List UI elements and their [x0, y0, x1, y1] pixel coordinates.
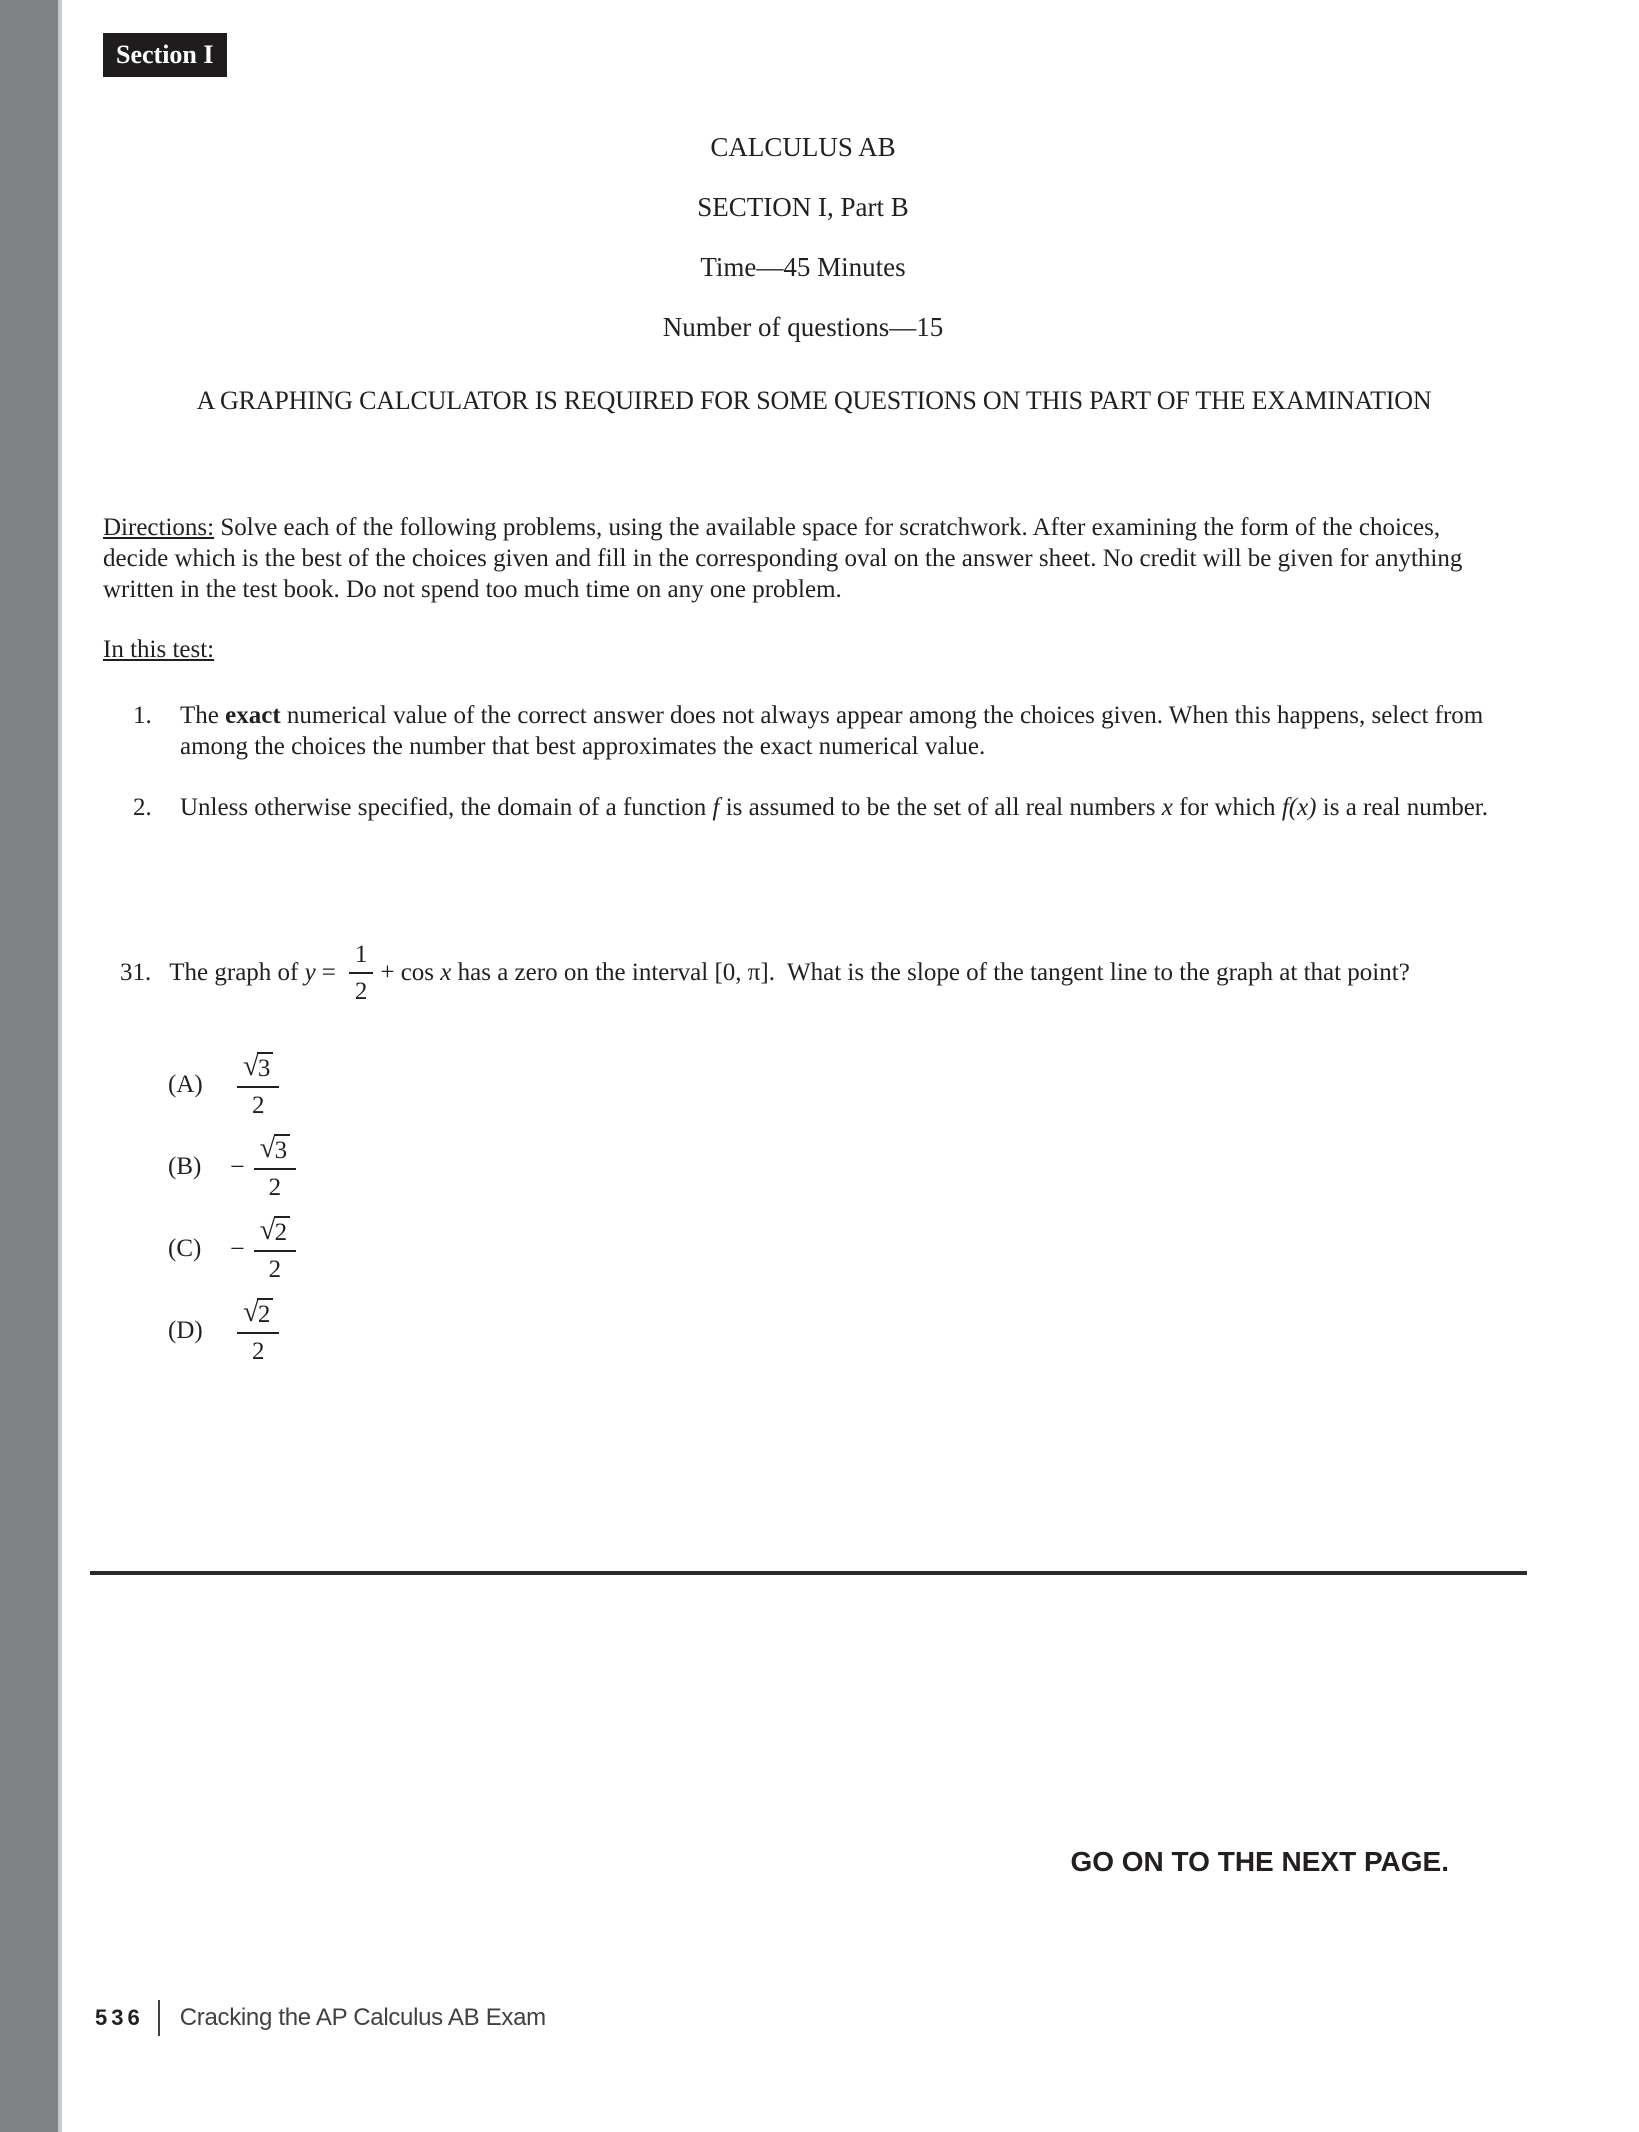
section-tab — [103, 33, 227, 77]
calculator-notice: A GRAPHING CALCULATOR IS REQUIRED FOR SOME QUESTIONS ON THIS PART OF THE EXAMINATION — [196, 386, 1432, 415]
note1-seg3: numerical value of the correct answer does not always appear among the choices given. When this happens, select from among the choices the number that best approximates the exact numerical value. — [180, 702, 1484, 760]
question-31-var-y: y — [304, 959, 316, 986]
choice-D-fraction — [237, 1296, 279, 1366]
exam-time-line: Time—45 Minutes — [700, 252, 906, 282]
choice-C-sign: − — [230, 1234, 245, 1263]
choice-A-fraction — [237, 1050, 279, 1120]
note2-seg7: is a real number. — [1316, 794, 1488, 821]
choice-C-fraction — [254, 1214, 296, 1284]
choice-C-label: (C) — [168, 1235, 202, 1262]
note2-seg1: Unless otherwise specified, the domain of a function — [180, 794, 713, 821]
choice-A-label: (A) — [168, 1071, 203, 1098]
square-root — [260, 1216, 290, 1245]
choice-C — [168, 1208, 303, 1290]
choice-A-radicand: 3 — [257, 1052, 274, 1081]
page-number: 536 — [95, 2005, 144, 2030]
exam-headers — [103, 134, 1503, 374]
radical-icon: √ — [259, 1132, 276, 1164]
note1-seg1: The — [180, 702, 226, 729]
directions-body: Solve each of the following problems, using the available space for scratchwork. After examining the form of the choices, decide which is the best of the choices given and fill in the corresponding oval on the answer sheet. No credit will be given for anything written in the test book. Do not spend too much time on any one problem. — [103, 514, 1463, 603]
choice-A-denominator: 2 — [251, 1092, 265, 1119]
page-footer — [95, 2000, 546, 2036]
question-31-fraction — [349, 940, 374, 1006]
footer-divider — [158, 2000, 160, 2036]
test-note-2-text — [180, 792, 1507, 823]
question-31-number: 31. — [120, 959, 152, 986]
choice-C-numerator — [254, 1214, 296, 1252]
choice-B-radicand: 3 — [274, 1134, 291, 1163]
question-31 — [120, 940, 1520, 1006]
square-root — [243, 1298, 273, 1327]
in-this-test-heading — [103, 636, 214, 664]
note2-seg3: is assumed to be the set of all real numbers — [719, 794, 1162, 821]
choice-C-radicand: 2 — [274, 1216, 291, 1245]
go-on-text: GO ON TO THE NEXT PAGE. — [1070, 1846, 1449, 1877]
question-31-equals: = — [321, 959, 336, 986]
page-edge-band — [0, 0, 58, 2132]
choice-B-sign: − — [230, 1152, 245, 1181]
test-note-2-number: 2. — [133, 794, 152, 821]
question-31-pre: The graph of — [169, 959, 305, 986]
directions-paragraph — [103, 512, 1507, 605]
note2-seg5: for which — [1172, 794, 1282, 821]
note2-seg4-italic: x — [1161, 794, 1173, 821]
choice-D-radicand: 2 — [257, 1298, 274, 1327]
in-this-test-label: In this test: — [103, 636, 215, 663]
exam-section-line: SECTION I, Part B — [697, 192, 909, 222]
choice-A-numerator — [237, 1050, 279, 1088]
question-31-post: has a zero on the interval [0, π]. What is the slope of the tangent line to the graph at that point? — [451, 959, 1410, 986]
exam-question-count-line: Number of questions—15 — [662, 312, 944, 342]
page-edge-highlight — [58, 0, 62, 2132]
choice-B-numerator — [254, 1132, 296, 1170]
test-note-1-text — [180, 700, 1507, 762]
note1-seg2-bold: exact — [225, 702, 281, 729]
choice-D-denominator: 2 — [251, 1338, 265, 1365]
choice-A — [168, 1044, 303, 1126]
exam-title: CALCULUS AB — [710, 132, 896, 162]
test-note-1-number: 1. — [133, 702, 152, 729]
question-31-plus-cos: + cos — [380, 959, 441, 986]
choice-C-denominator: 2 — [268, 1256, 282, 1283]
choice-B-denominator: 2 — [268, 1174, 282, 1201]
fraction-numerator: 1 — [349, 940, 374, 974]
fraction-denominator: 2 — [354, 978, 368, 1005]
choice-B-fraction — [254, 1132, 296, 1202]
radical-icon: √ — [243, 1050, 259, 1082]
radical-icon: √ — [243, 1296, 259, 1328]
choice-D-label: (D) — [168, 1317, 203, 1344]
note2-seg6-italic: f(x) — [1281, 794, 1317, 821]
square-root — [243, 1052, 273, 1081]
choice-D-numerator — [237, 1296, 279, 1334]
question-31-var-x: x — [440, 959, 452, 986]
directions-label: Directions: — [103, 514, 215, 541]
choice-B — [168, 1126, 303, 1208]
test-note-1 — [133, 700, 1507, 762]
square-root — [260, 1134, 290, 1163]
choice-B-label: (B) — [168, 1153, 202, 1180]
choice-D — [168, 1290, 303, 1372]
book-title: Cracking the AP Calculus AB Exam — [179, 2004, 546, 2031]
section-tab-label: Section I — [116, 40, 214, 69]
radical-icon: √ — [259, 1214, 276, 1246]
section-divider-rule — [90, 1571, 1527, 1575]
answer-choices — [168, 1044, 303, 1372]
test-note-2 — [133, 792, 1507, 823]
note2-seg2-italic: f — [712, 794, 720, 821]
